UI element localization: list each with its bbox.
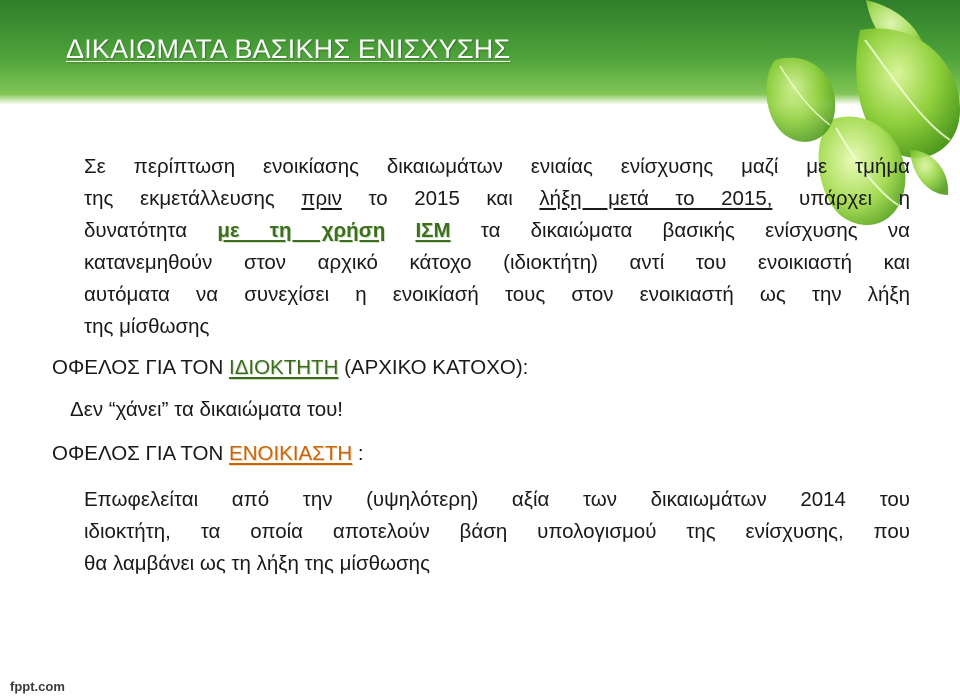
text-line: της μίσθωσης <box>84 315 210 338</box>
paragraph-lease-transfer <box>84 151 910 343</box>
owner-benefit-text: Δεν “χάνει” τα δικαιώματα του! <box>70 398 343 421</box>
owner-benefit-heading: ΟΦΕΛΟΣ ΓΙΑ ΤΟΝ ΙΔΙΟΚΤΗΤΗ (ΑΡΧΙΚΟ ΚΑΤΟΧΟ): <box>52 356 529 379</box>
emphasis-usage: με τη χρήση <box>217 219 386 242</box>
emphasis-ism: ΙΣΜ <box>415 219 451 242</box>
tenant-benefit-heading: ΟΦΕΛΟΣ ΓΙΑ ΤΟΝ ΕΝΟΙΚΙΑΣΤΗ : <box>52 442 364 465</box>
tenant-highlight: ΕΝΟΙΚΙΑΣΤΗ <box>229 442 353 465</box>
underlined-before: πριν <box>301 187 342 210</box>
text-line: Επωφελείται από την (υψηλότερη) αξία των δικαιωμάτων 2014 του <box>84 488 910 511</box>
text-line: της εκμετάλλευσης πριν το 2015 και λήξη μετά το 2015, υπάρχει η <box>84 187 910 210</box>
text-line: Σε περίπτωση ενοικίασης δικαιωμάτων ενιαίας ενίσχυσης μαζί με τμήμα <box>84 155 910 178</box>
text-line: αυτόματα να συνεχίσει η ενοικίασή τους στον ενοικιαστή ως την λήξη <box>84 283 910 306</box>
text-line: δυνατότητα με τη χρήση ΙΣΜ τα δικαιώματα βασικής ενίσχυσης να <box>84 219 910 242</box>
text-line: θα λαμβάνει ως τη λήξη της μίσθωσης <box>84 552 430 575</box>
text-line: ιδιοκτήτη, τα οποία αποτελούν βάση υπολογισμού της ενίσχυσης, που <box>84 520 910 543</box>
footer-brand: fppt.com <box>10 679 65 694</box>
underlined-expiry: λήξη μετά το 2015, <box>539 187 773 210</box>
slide-title: ΔΙΚΑΙΩΜΑΤΑ ΒΑΣΙΚΗΣ ΕΝΙΣΧΥΣΗΣ <box>66 34 511 64</box>
owner-highlight: ΙΔΙΟΚΤΗΤΗ <box>229 356 339 379</box>
tenant-benefit-text <box>84 484 910 580</box>
text-line: κατανεμηθούν στον αρχικό κάτοχο (ιδιοκτήτη) αντί του ενοικιαστή και <box>84 251 910 274</box>
